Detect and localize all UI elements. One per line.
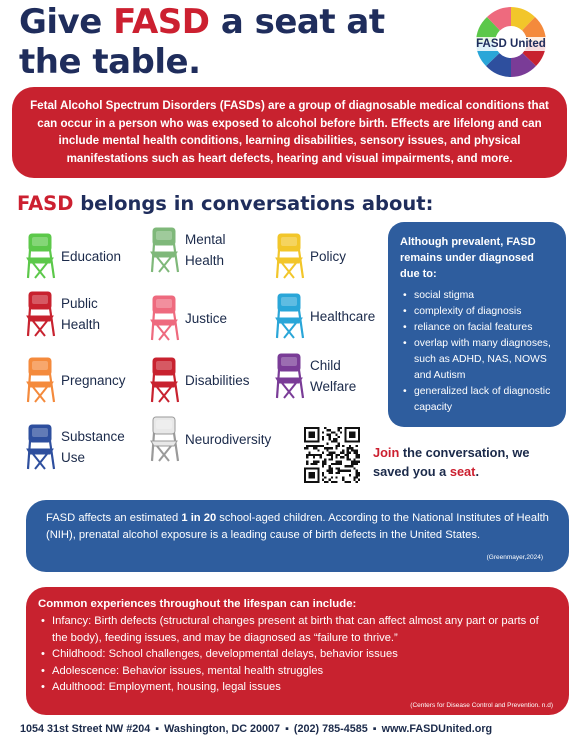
chair-label: Public Health [61,296,101,332]
chair-label: Healthcare [310,308,376,324]
page-title [19,2,449,82]
list-item: • Childhood: School challenges, developmental delays, behavior issues [38,646,555,663]
lifespan-list [38,613,555,696]
estimate-post: school-aged children. According to the National Institutes of Health (NIH), prenatal alcohol exposure is a leading cause of birth defects in the United States. [46,512,549,541]
footer-phone[interactable]: (202) 785-4585 [293,723,368,735]
underdiagnosis-title: Although prevalent, FASD remains under diagnosed due to: [400,236,536,280]
title-part1: Give [19,2,114,42]
estimate-pre: FASD affects an estimated [46,512,182,524]
join-text: the conversation, we saved you a [373,445,530,479]
list-item: • Adolescence: Behavior issues, mental health struggles [38,663,555,680]
footer-address: 1054 31st Street NW #204 [20,723,151,735]
chair-item-child-welfare [272,352,370,400]
logo-text: FASD United [468,37,554,51]
chair-item-neurodiversity [147,415,295,463]
list-item: • Infancy: Birth defects (structural changes present at birth that can affect almost any part or parts of the body), feeding issues, and may be diagnosed as “failure to thrive.” [38,613,555,646]
list-item: • Adulthood: Employment, housing, legal issues [38,679,555,696]
chair-label: Mental Health [185,232,226,268]
folding-chair-icon [147,226,183,274]
section-heading-rest: belongs in conversations about: [73,192,434,215]
chair-label: Justice [185,310,228,326]
list-item: • complexity of diagnosis [400,304,556,320]
folding-chair-icon [147,415,183,463]
chair-label: Education [61,248,122,264]
lifespan-title: Common experiences throughout the lifespan can include: [38,598,357,610]
folding-chair-icon [23,356,59,404]
folding-chair-icon [272,232,308,280]
prevalence-estimate-box [26,500,569,572]
title-part2: a seat at the table. [19,2,385,82]
qr-code[interactable] [304,427,360,483]
seat-word: seat [449,464,476,479]
chair-label: Pregnancy [61,372,126,388]
chair-label: Policy [310,248,347,264]
underdiagnosis-box [388,222,566,427]
footer: 1054 31st Street NW #204 ▪ Washington, DC 20007 ▪ (202) 785-4585 ▪ www.FASDUnited.org [20,723,493,735]
join-end: . [475,464,480,479]
folding-chair-icon [23,232,59,280]
list-item: • social stigma [400,288,556,304]
section-heading [17,192,433,215]
estimate-bold: 1 in 20 [181,512,217,524]
folding-chair-icon [147,356,183,404]
list-item: • overlap with many diagnoses, such as ADHD, NAS, NOWS and Autism [400,336,556,384]
chair-item-substance-use [23,423,125,471]
footer-website-link[interactable]: www.FASDUnited.org [381,723,493,735]
estimate-citation: (Greenmayer,2024) [486,554,543,561]
underdiagnosis-list [400,288,556,416]
section-heading-accent: FASD [17,192,74,215]
footer-city: Washington, DC 20007 [164,723,281,735]
folding-chair-icon [23,290,59,338]
folding-chair-icon [272,352,308,400]
folding-chair-icon [272,292,308,340]
chair-item-public-health [23,290,121,338]
join-callout [373,443,553,481]
chair-label: Substance Use [61,429,125,465]
intro-banner: Fetal Alcohol Spectrum Disorders (FASDs) are a group of diagnosable medical conditions that can occur in a person who was exposed to alcohol before birth. Effects are lifelong and can include mental health conditions, learning disabilities, sensory issues, and physical manifestations such as heart defects, hearing and visual impairments, and more. [12,87,567,178]
folding-chair-icon [23,423,59,471]
chair-item-mental-health [147,226,245,274]
chair-label: Child Welfare [310,358,357,394]
lifespan-experiences-box [26,587,569,715]
folding-chair-icon [147,294,183,342]
title-accent: FASD [113,2,210,42]
chair-label: Neurodiversity [185,431,272,447]
lifespan-citation: (Centers for Disease Control and Prevention. n.d) [410,702,553,709]
list-item: • generalized lack of diagnostic capacity [400,384,556,416]
chair-label: Disabilities [185,372,250,388]
list-item: • reliance on facial features [400,320,556,336]
join-word: Join [373,445,400,460]
